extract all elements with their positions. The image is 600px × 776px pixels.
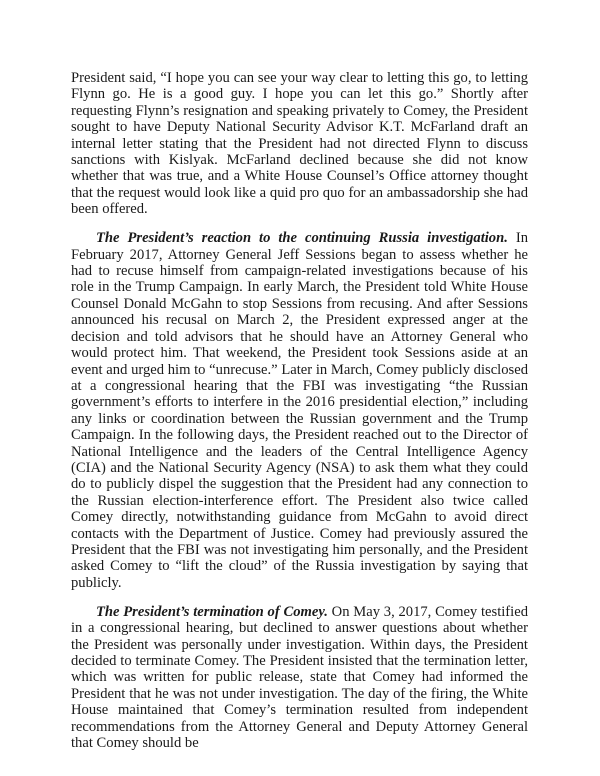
paragraph-flynn-letter xyxy=(71,70,528,218)
paragraph-body: In February 2017, Attorney General Jeff Sessions began to assess whether he had to recuse himself from campaign-related investigations because of his role in the Trump Campaign. In early March, the President told White House Counsel Donald McGahn to stop Sessions from recusing. And after Sessions announced his recusal on March 2, the President expressed anger at the decision and told advisors that he should have an Attorney General who would protect him. That weekend, the President took Sessions aside at an event and urged him to “unrecuse.” Later in March, Comey publicly disclosed at a congressional hearing that the FBI was investigating “the Russian government’s efforts to interfere in the 2016 presidential election,” including any links or coordination between the Russian government and the Trump Campaign. In the following days, the President reached out to the Director of National Intelligence and the leaders of the Central Intelligence Agency (CIA) and the National Security Agency (NSA) to ask them what they could do to publicly dispel the suggestion that the President had any connection to the Russian election-interference effort. The President also twice called Comey directly, notwithstanding guidance from McGahn to avoid direct contacts with the Department of Justice. Comey had previously assured the President that the FBI was not investigating him personally, and the President asked Comey to “lift the cloud” of the Russia investigation by saying that publicly. xyxy=(71,230,528,591)
paragraph-heading: The President’s reaction to the continuing Russia investigation. xyxy=(96,230,508,247)
paragraph-comey-termination xyxy=(71,604,528,752)
paragraph-body: President said, “I hope you can see your way clear to letting this go, to letting Flynn go. He is a good guy. I hope you can let this go.” Shortly after requesting Flynn’s resignation and speaking privately to Comey, the President sought to have Deputy National Security Advisor K.T. McFarland draft an internal letter stating that the President had not directed Flynn to discuss sanctions with Kislyak. McFarland declined because she did not know whether that was true, and a White House Counsel’s Office attorney thought that the request would look like a quid pro quo for an ambassadorship she had been offered. xyxy=(71,70,528,218)
paragraph-body: On May 3, 2017, Comey testified in a congressional hearing, but declined to answer questions about whether the President was personally under investigation. Within days, the President decided to terminate Comey. The President insisted that the termination letter, which was written for public release, state that Comey had informed the President that he was not under investigation. The day of the firing, the White House maintained that Comey’s termination resulted from independent recommendations from the Attorney General and Deputy Attorney General that Comey should be xyxy=(71,603,528,752)
paragraph-russia-investigation-reaction xyxy=(71,230,528,591)
paragraph-heading: The President’s termination of Comey. xyxy=(96,603,328,620)
document-page xyxy=(71,70,528,764)
